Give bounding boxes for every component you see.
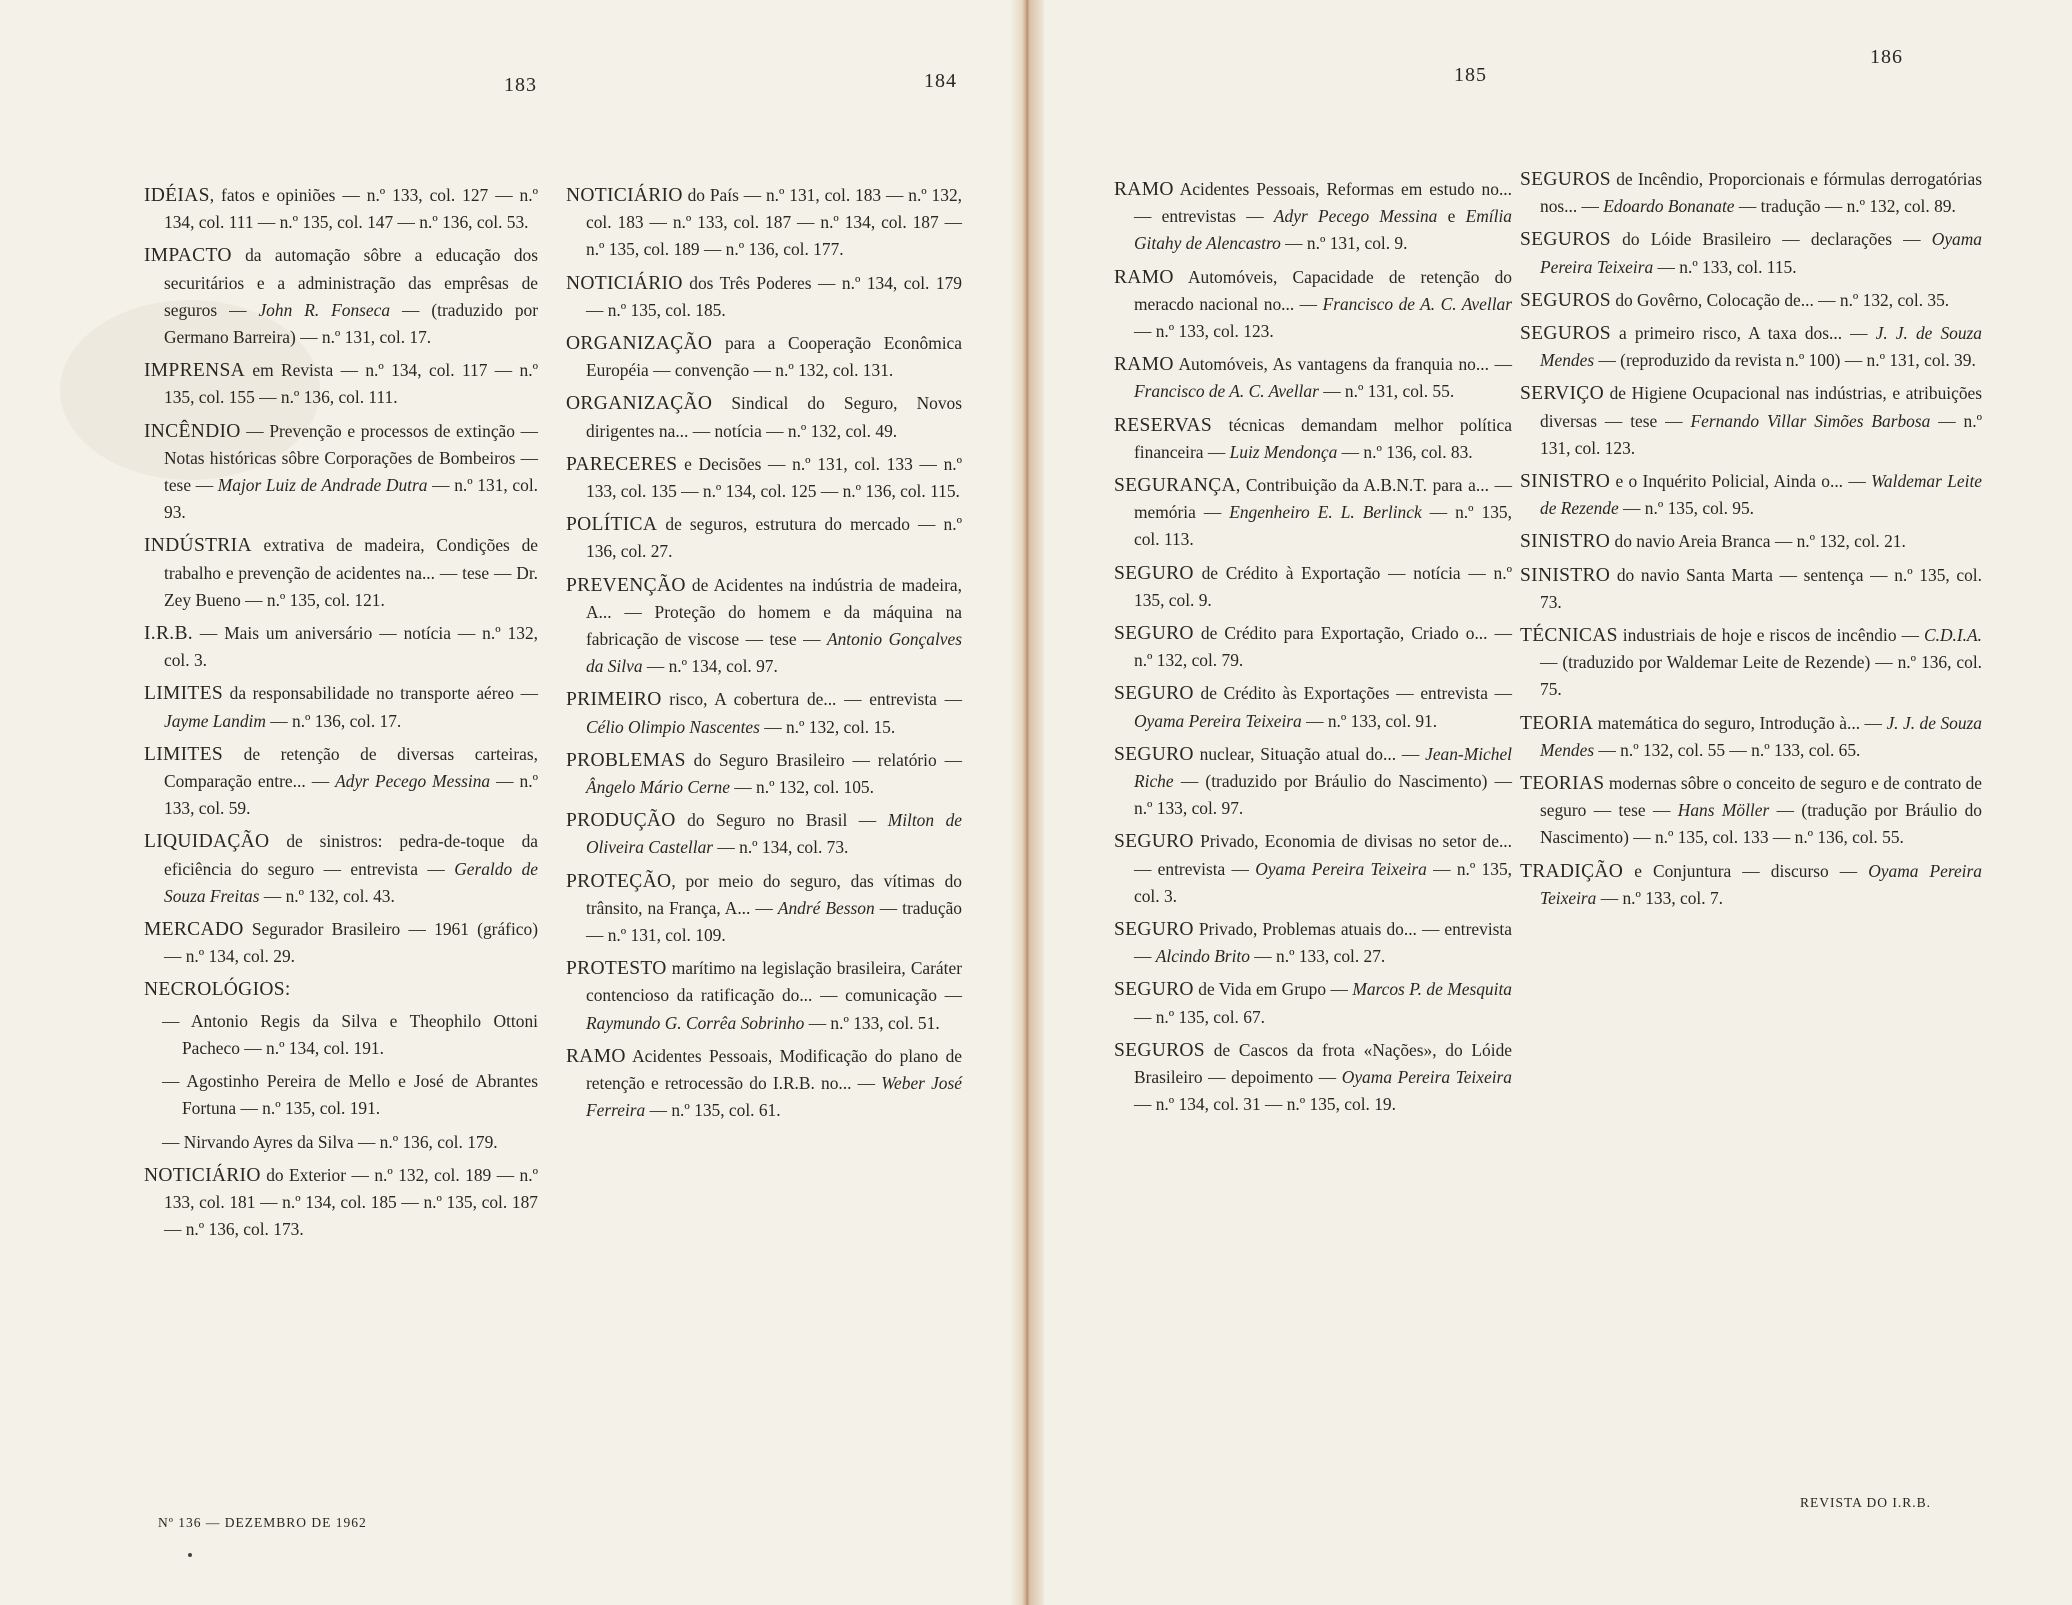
page-number-184: 184: [924, 70, 957, 92]
entry-keyword: IMPRENSA: [144, 360, 246, 382]
entry-author: Antonio Gonçalves da Silva: [586, 629, 962, 677]
index-entry: [566, 1043, 962, 1125]
index-entry: [1114, 412, 1512, 466]
entry-text: — n.º 135, col. 61.: [645, 1100, 781, 1121]
entry-text: de Incêndio, Proporcionais e fórmulas derrogatórias nos... —: [1540, 169, 1982, 217]
entry-keyword: SEGURO: [1114, 919, 1194, 941]
entry-text: de Higiene Ocupacional nas indústrias, e atribuições diversas — tese —: [1540, 383, 1982, 431]
entry-text: do País — n.º 131, col. 183 — n.º 132, col. 183 — n.º 133, col. 187 — n.º 134, col. 187 — n.º 135, col. 189 — n.º 136, col. 177.: [586, 185, 962, 260]
entry-text: de Vida em Grupo —: [1193, 979, 1353, 1000]
entry-text: — (reproduzido da revista n.º 100) — n.º 131, col. 39.: [1594, 350, 1976, 371]
entry-author: Oyama Pereira Teixeira: [1341, 1067, 1512, 1088]
entry-keyword: LIQUIDAÇÃO: [144, 831, 270, 853]
entry-keyword: PREVENÇÃO: [566, 574, 686, 596]
entry-keyword: ORGANIZAÇÃO: [566, 333, 713, 355]
index-entry: [566, 807, 962, 861]
index-entry: [1114, 976, 1512, 1030]
right-page: [1024, 0, 2072, 1605]
book-gutter: [1010, 0, 1044, 1605]
entry-author: Edoardo Bonanate: [1603, 196, 1735, 217]
entry-text: do navio Santa Marta — sentença — n.º 135, col. 73.: [1540, 564, 1982, 612]
page-number-183: 183: [504, 74, 537, 96]
entry-keyword: SEGURO: [1114, 562, 1194, 584]
index-entry: [566, 572, 962, 681]
index-entry: [1114, 176, 1512, 258]
entry-author: Waldemar Leite de Rezende: [1540, 471, 1982, 519]
entry-text: — n.º 133, col. 91.: [1301, 710, 1438, 731]
index-entry: [1520, 166, 1982, 220]
entry-author: André Besson: [777, 897, 875, 918]
index-entry: [144, 1162, 538, 1244]
entry-text: Automóveis, As vantagens da franquia no... —: [1173, 354, 1512, 375]
entry-author: Major Luiz de Andrade Dutra: [217, 475, 428, 496]
entry-text: — n.º 132, col. 105.: [729, 777, 874, 798]
entry-author: Oyama Pereira Teixeira: [1540, 860, 1982, 908]
entry-text: — (tradução por Bráulio do Nascimento) — n.º 135, col. 133 — n.º 136, col. 55.: [1540, 800, 1982, 848]
entry-keyword: SINISTRO: [1520, 564, 1611, 586]
entry-text: a primeiro risco, A taxa dos... —: [1610, 323, 1876, 344]
entry-text: e Decisões — n.º 131, col. 133 — n.º 133, col. 135 — n.º 134, col. 125 — n.º 136, col. 115.: [586, 453, 962, 502]
entry-keyword: MERCADO: [144, 919, 244, 941]
entry-keyword: TEORIA: [1520, 712, 1594, 734]
entry-text: — n.º 134, col. 31 — n.º 135, col. 19.: [1134, 1094, 1396, 1115]
index-entry: [1520, 320, 1982, 374]
index-entry: [144, 242, 538, 351]
entry-keyword: PROBLEMAS: [566, 749, 686, 771]
index-column-4: [1520, 166, 1982, 918]
entry-author: Raymundo G. Corrêa Sobrinho: [586, 1012, 805, 1033]
entry-text: do Seguro no Brasil —: [675, 810, 888, 831]
entry-author: Adyr Pecego Messina: [1273, 206, 1438, 227]
index-entry: [1114, 741, 1512, 823]
entry-text: — n.º 131, col. 9.: [1280, 233, 1408, 254]
index-entry: [1114, 351, 1512, 405]
entry-keyword: SINISTRO: [1520, 531, 1611, 553]
entry-keyword: IDÉIAS: [144, 185, 210, 206]
entry-keyword: NECROLÓGIOS:: [144, 979, 291, 1001]
index-entry: [144, 916, 538, 970]
entry-text: industriais de hoje e riscos de incêndio —: [1617, 625, 1925, 646]
entry-text: , por meio do seguro, das vítimas do trânsito, na França, A... —: [586, 870, 962, 918]
index-entry: [1114, 264, 1512, 346]
page-number-185: 185: [1454, 64, 1487, 86]
index-entry: [1520, 858, 1982, 912]
entry-author: Jayme Landim: [164, 710, 266, 731]
entry-keyword: INDÚSTRIA: [144, 535, 252, 557]
entry-keyword: PRODUÇÃO: [566, 810, 676, 832]
index-entry: [1520, 226, 1982, 280]
entry-keyword: SEGUROS: [1114, 1039, 1205, 1061]
entry-text: — n.º 131, col. 123.: [1540, 410, 1982, 458]
index-entry: [566, 511, 962, 565]
entry-text: e o Inquérito Policial, Ainda o... —: [1610, 471, 1872, 492]
entry-text: modernas sôbre o conceito de seguro e de contrato de seguro — tese —: [1540, 773, 1982, 821]
entry-author: Célio Olimpio Nascentes: [586, 716, 760, 737]
index-entry: [1114, 620, 1512, 674]
entry-keyword: I.R.B.: [144, 623, 193, 645]
entry-text: — n.º 132, col. 15.: [759, 716, 896, 737]
entry-text: de Crédito à Exportação — notícia — n.º 135, col. 9.: [1134, 562, 1512, 610]
entry-text: matemática do seguro, Introdução à... —: [1593, 712, 1887, 733]
index-entry: [144, 828, 538, 910]
entry-text: — n.º 135, col. 3.: [1134, 858, 1512, 906]
entry-text: de retenção de diversas carteiras, Comparação entre... —: [164, 743, 538, 792]
index-entry: [1520, 622, 1982, 704]
entry-text: , fatos e opiniões — n.º 133, col. 127 — n.º 134, col. 111 — n.º 135, col. 147 — n.º 136, col. 53.: [164, 185, 538, 233]
entry-text: — n.º 136, col. 83.: [1337, 441, 1473, 462]
entry-text: risco, A cobertura de... — entrevista —: [661, 689, 962, 710]
index-entry: [566, 747, 962, 801]
entry-keyword: RAMO: [1114, 354, 1174, 376]
entry-keyword: NOTICIÁRIO: [566, 272, 683, 294]
entry-author: Engenheiro E. L. Berlinck: [1229, 502, 1422, 523]
entry-text: — tradução — n.º 132, col. 89.: [1734, 196, 1956, 217]
entry-author: Marcos P. de Mesquita: [1352, 979, 1512, 1000]
entry-author: Weber José Ferreira: [586, 1073, 962, 1121]
entry-text: da responsabilidade no transporte aéreo —: [223, 683, 538, 704]
entry-text: — n.º 131, col. 93.: [164, 475, 539, 523]
entry-text: em Revista — n.º 134, col. 117 — n.º 135, col. 155 — n.º 136, col. 111.: [164, 360, 538, 408]
entry-keyword: RAMO: [1114, 179, 1174, 200]
index-entry: [1114, 472, 1512, 554]
entry-text: — n.º 132, col. 55 — n.º 133, col. 65.: [1594, 739, 1861, 760]
entry-text: — n.º 136, col. 17.: [265, 710, 402, 731]
entry-author: Alcindo Brito: [1155, 946, 1250, 967]
entry-text: — Mais um aniversário — notícia — n.º 132, col. 3.: [164, 623, 538, 671]
entry-keyword: SEGURANÇA: [1114, 475, 1236, 497]
footer-magazine: REVISTA DO I.R.B.: [1800, 1495, 1932, 1510]
entry-text: Automóveis, Capacidade de retenção do meracdo nacional no... —: [1134, 266, 1512, 314]
index-entry: [1520, 287, 1982, 314]
index-entry: [1520, 380, 1982, 462]
entry-text: — n.º 133, col. 115.: [1653, 256, 1797, 277]
entry-author: Oyama Pereira Teixeira: [1540, 229, 1982, 277]
entry-keyword: SINISTRO: [1520, 471, 1611, 493]
entry-text: e: [1437, 206, 1466, 227]
entry-author: Hans Möller: [1677, 800, 1770, 821]
index-column-2: [566, 182, 962, 1131]
entry-text: nuclear, Situação atual do... —: [1193, 743, 1426, 764]
index-entry: [144, 357, 538, 411]
entry-text: , Contribuição da A.B.N.T. para a... — memória —: [1134, 475, 1512, 523]
entry-keyword: SEGUROS: [1520, 289, 1611, 311]
index-entry: [144, 182, 538, 236]
entry-keyword: SEGURO: [1114, 623, 1194, 645]
index-entry: [1114, 916, 1512, 970]
obituary-entry: — Antonio Regis da Silva e Theophilo Ottoni Pacheco — n.º 134, col. 191.: [162, 1010, 538, 1058]
entry-keyword: SEGURO: [1114, 683, 1194, 705]
entry-text: técnicas demandam melhor política financeira —: [1134, 414, 1512, 462]
entry-text: — n.º 135, col. 95.: [1618, 498, 1755, 519]
entry-keyword: LIMITES: [144, 743, 224, 765]
entry-text: — (traduzido por Germano Barreira) — n.º 131, col. 17.: [164, 299, 538, 348]
footer-issue: Nº 136 — DEZEMBRO DE 1962: [158, 1515, 367, 1530]
entry-text: — n.º 132, col. 43.: [259, 885, 395, 906]
entry-keyword: SEGUROS: [1520, 169, 1611, 190]
entry-keyword: PROTEÇÃO: [566, 870, 672, 892]
entry-text: — n.º 133, col. 7.: [1596, 887, 1723, 908]
index-entry: [566, 270, 962, 324]
entry-keyword: IMPACTO: [144, 245, 232, 267]
entry-author: J. J. de Souza Mendes: [1540, 712, 1982, 760]
entry-keyword: SEGUROS: [1520, 323, 1611, 345]
entry-text: de seguros, estrutura do mercado — n.º 136, col. 27.: [586, 514, 962, 562]
entry-author: John R. Fonseca: [258, 299, 391, 320]
entry-text: do navio Areia Branca — n.º 132, col. 21.: [1610, 531, 1906, 552]
entry-text: dos Três Poderes — n.º 134, col. 179 — n.º 135, col. 185.: [586, 272, 962, 320]
entry-text: — n.º 133, col. 51.: [804, 1012, 940, 1033]
index-entry: [1520, 468, 1982, 522]
entry-text: do Lóide Brasileiro — declarações —: [1610, 229, 1932, 250]
entry-text: marítimo na legislação brasileira, Caráter contencioso da ratificação do... — comunicação —: [586, 958, 962, 1006]
entry-author: Geraldo de Souza Freitas: [164, 858, 538, 906]
entry-text: Privado, Economia de divisas no setor de... — entrevista —: [1134, 831, 1512, 879]
entry-text: — n.º 133, col. 59.: [164, 771, 538, 819]
entry-keyword: POLÍTICA: [566, 514, 658, 536]
entry-text: — n.º 133, col. 27.: [1249, 946, 1386, 967]
index-entry: [1114, 560, 1512, 614]
index-entry: [144, 532, 538, 614]
entry-keyword: TÉCNICAS: [1520, 625, 1618, 647]
entry-text: — (traduzido por Bráulio do Nascimento) — n.º 133, col. 97.: [1134, 771, 1512, 819]
entry-author: Francisco de A. C. Avellar: [1134, 381, 1319, 402]
entry-keyword: NOTICIÁRIO: [144, 1164, 261, 1186]
index-entry: [566, 330, 962, 384]
entry-keyword: ORGANIZAÇÃO: [566, 393, 713, 415]
entry-keyword: PARECERES: [566, 453, 678, 475]
index-entry: [1114, 680, 1512, 734]
index-entry: [144, 418, 538, 527]
entry-keyword: RAMO: [566, 1045, 626, 1067]
section-heading-necrologios: [144, 976, 538, 1003]
entry-keyword: LIMITES: [144, 683, 224, 705]
entry-text: Acidentes Pessoais, Reformas em estudo no... — entrevistas —: [1134, 179, 1512, 227]
index-entry: [566, 686, 962, 740]
entry-text: para a Cooperação Econômica Européia — convenção — n.º 132, col. 131.: [586, 333, 962, 381]
entry-keyword: SEGUROS: [1520, 229, 1611, 251]
entry-text: — n.º 133, col. 123.: [1134, 321, 1274, 342]
entry-keyword: NOTICIÁRIO: [566, 185, 683, 206]
obituary-entry: — Agostinho Pereira de Mello e José de Abrantes Fortuna — n.º 135, col. 191.: [162, 1071, 538, 1119]
entry-author: C.D.I.A.: [1924, 625, 1982, 646]
entry-keyword: RAMO: [1114, 266, 1174, 288]
entry-keyword: PROTESTO: [566, 958, 667, 980]
entry-keyword: SEGURO: [1114, 743, 1194, 765]
obituary-entry: — Nirvando Ayres da Silva — n.º 136, col. 179.: [162, 1131, 498, 1152]
entry-text: Segurador Brasileiro — 1961 (gráfico) — n.º 134, col. 29.: [164, 919, 538, 967]
index-column-3: [1114, 176, 1512, 1125]
entry-author: Francisco de A. C. Avellar: [1322, 293, 1512, 314]
entry-keyword: PRIMEIRO: [566, 689, 662, 711]
entry-author: Ângelo Mário Cerne: [586, 777, 730, 798]
entry-text: da automação sôbre a educação dos securitários e a administração das emprêsas de seguros —: [164, 245, 538, 320]
index-entry: [144, 620, 538, 674]
entry-keyword: RESERVAS: [1114, 414, 1213, 436]
index-entry: [566, 182, 962, 264]
entry-text: — tradução — n.º 131, col. 109.: [586, 897, 962, 946]
index-entry: [1520, 710, 1982, 764]
index-entry: [1520, 770, 1982, 852]
entry-text: extrativa de madeira, Condições de trabalho e prevenção de acidentes na... — tese — Dr. Zey Bueno — n.º 135, col. 121.: [164, 535, 538, 610]
entry-author: Milton de Oliveira Castellar: [586, 810, 962, 858]
entry-keyword: SEGURO: [1114, 979, 1194, 1001]
entry-text: — Prevenção e processos de extinção — Notas históricas sôbre Corporações de Bombeiros — tese —: [164, 420, 538, 496]
printed-dot: [188, 1553, 192, 1557]
entry-author: Fernando Villar Simões Barbosa: [1690, 410, 1931, 431]
entry-keyword: SEGURO: [1114, 831, 1194, 853]
index-entry: [566, 955, 962, 1037]
index-entry: [144, 741, 538, 823]
entry-text: do Exterior — n.º 132, col. 189 — n.º 133, col. 181 — n.º 134, col. 185 — n.º 135, col. 187 — n.º 136, col. 173.: [164, 1164, 538, 1240]
index-entry: [566, 390, 962, 444]
left-page: [0, 0, 1024, 1605]
entry-text: de sinistros: pedra-de-toque da eficiência do seguro — entrevista —: [164, 831, 538, 879]
entry-keyword: SERVIÇO: [1520, 383, 1604, 405]
entry-text: — n.º 134, col. 73.: [713, 837, 849, 858]
entry-text: de Crédito para Exportação, Criado o... — n.º 132, col. 79.: [1134, 623, 1512, 671]
entry-text: e Conjuntura — discurso —: [1623, 860, 1869, 881]
index-column-1: [144, 182, 538, 1249]
entry-author: J. J. de Souza Mendes: [1540, 323, 1983, 371]
entry-text: do Seguro Brasileiro — relatório —: [685, 749, 962, 770]
entry-author: Luiz Mendonça: [1229, 441, 1338, 462]
entry-text: — n.º 135, col. 113.: [1134, 502, 1512, 550]
entry-text: Privado, Problemas atuais do... — entrevista —: [1134, 919, 1512, 967]
entry-keyword: TEORIAS: [1520, 773, 1605, 795]
entry-author: Jean-Michel Riche: [1134, 743, 1512, 792]
entry-text: — n.º 131, col. 55.: [1318, 381, 1455, 402]
entry-text: de Cascos da frota «Nações», do Lóide Brasileiro — depoimento —: [1134, 1039, 1512, 1088]
index-entry: [1520, 562, 1982, 616]
entry-author: Adyr Pecego Messina: [335, 771, 491, 792]
index-entry: [1520, 528, 1982, 555]
index-entry: [1114, 1037, 1512, 1119]
entry-keyword: TRADIÇÃO: [1520, 860, 1624, 882]
entry-text: de Crédito às Exportações — entrevista —: [1193, 683, 1512, 704]
index-entry: [566, 868, 962, 950]
entry-text: de Acidentes na indústria de madeira, A... — Proteção do homem e da máquina na fabricação de viscose — tese —: [586, 574, 962, 650]
index-entry: [144, 680, 538, 734]
entry-author: Oyama Pereira Teixeira: [1255, 858, 1427, 879]
index-entry: [1114, 828, 1512, 910]
page-number-186: 186: [1870, 46, 1903, 68]
entry-text: Acidentes Pessoais, Modificação do plano de retenção e retrocessão do I.R.B. no... —: [586, 1045, 962, 1094]
entry-text: — n.º 135, col. 67.: [1134, 1006, 1265, 1027]
entry-text: — (traduzido por Waldemar Leite de Rezende) — n.º 136, col. 75.: [1540, 652, 1982, 700]
entry-text: do Govêrno, Colocação de... — n.º 132, col. 35.: [1610, 289, 1950, 310]
entry-author: Emília Gitahy de Alencastro: [1134, 206, 1512, 254]
entry-keyword: INCÊNDIO: [144, 420, 241, 442]
entry-author: Oyama Pereira Teixeira: [1134, 710, 1302, 731]
entry-text: — n.º 134, col. 97.: [642, 656, 778, 677]
entry-text: Sindical do Seguro, Novos dirigentes na... — notícia — n.º 132, col. 49.: [586, 393, 962, 441]
index-entry: [566, 451, 962, 505]
